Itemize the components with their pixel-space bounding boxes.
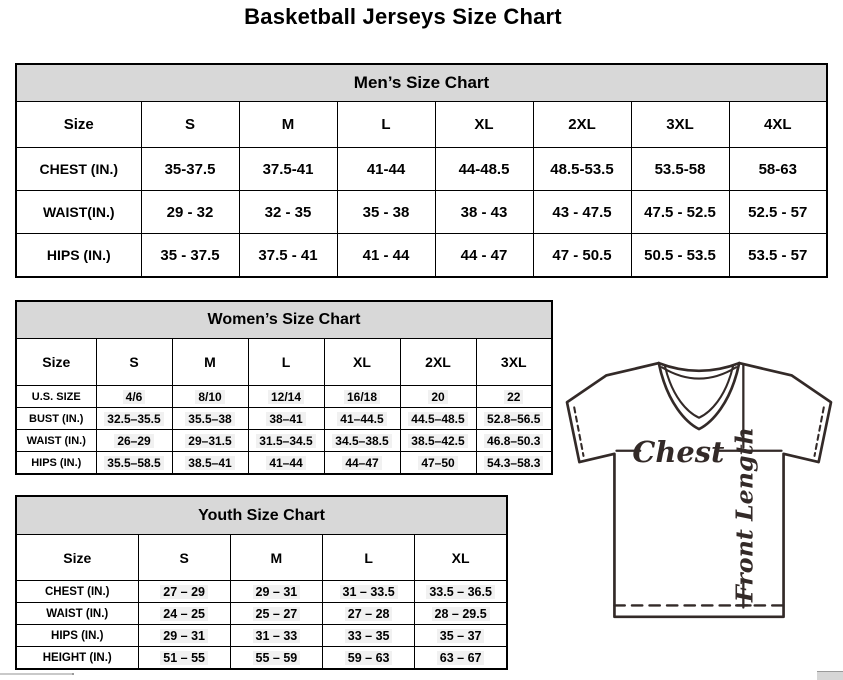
size-cell: 24 – 25 [138,603,230,625]
size-cell: 46.8–50.3 [476,430,552,452]
table-title: Youth Size Chart [16,496,507,535]
size-cell: 38.5–41 [172,452,248,475]
size-cell: 44.5–48.5 [400,408,476,430]
row-label: HEIGHT (IN.) [16,647,138,670]
size-cell: 63 – 67 [415,647,507,670]
column-header: 4XL [729,102,827,148]
column-header: 2XL [400,339,476,386]
size-cell: 4/6 [96,386,172,408]
jersey-measurement-diagram [556,360,842,624]
size-cell: 47–50 [400,452,476,475]
size-cell: 41–44.5 [324,408,400,430]
size-cell: 29–31.5 [172,430,248,452]
table-row [16,408,552,430]
size-cell: 31 – 33 [230,625,322,647]
size-cell: 44-48.5 [435,148,533,191]
size-cell: 43 - 47.5 [533,191,631,234]
column-header: XL [415,535,507,581]
column-header: L [248,339,324,386]
table-row [16,386,552,408]
table-header-row [16,535,507,581]
table-title-row [16,496,507,535]
size-cell: 59 – 63 [323,647,415,670]
column-header: S [138,535,230,581]
size-cell: 47 - 50.5 [533,234,631,278]
size-cell: 38 - 43 [435,191,533,234]
row-label: HIPS (IN.) [16,625,138,647]
size-cell: 32.5–35.5 [96,408,172,430]
size-cell: 52.8–56.5 [476,408,552,430]
column-header: S [96,339,172,386]
column-header: 3XL [631,102,729,148]
column-header: M [239,102,337,148]
size-cell: 22 [476,386,552,408]
table-row [16,625,507,647]
size-cell: 50.5 - 53.5 [631,234,729,278]
column-header: M [230,535,322,581]
column-header: Size [16,535,138,581]
table-row [16,581,507,603]
table-row [16,452,552,475]
size-cell: 53.5-58 [631,148,729,191]
size-cell: 41-44 [337,148,435,191]
chest-label: Chest [632,435,725,470]
row-label: WAIST (IN.) [16,430,96,452]
size-cell: 33.5 – 36.5 [415,581,507,603]
table-row [16,603,507,625]
column-header: XL [324,339,400,386]
size-cell: 54.3–58.3 [476,452,552,475]
page-title: Basketball Jerseys Size Chart [244,4,562,29]
size-cell: 44–47 [324,452,400,475]
table-row [16,430,552,452]
size-cell: 8/10 [172,386,248,408]
row-label: HIPS (IN.) [16,452,96,475]
table-title-row [16,301,552,339]
size-cell: 33 – 35 [323,625,415,647]
size-cell: 38.5–42.5 [400,430,476,452]
size-cell: 41 - 44 [337,234,435,278]
size-cell: 53.5 - 57 [729,234,827,278]
column-header: 2XL [533,102,631,148]
size-cell: 37.5-41 [239,148,337,191]
column-header: L [323,535,415,581]
size-cell: 35 – 37 [415,625,507,647]
size-cell: 35.5–58.5 [96,452,172,475]
size-cell: 12/14 [248,386,324,408]
size-cell: 27 – 29 [138,581,230,603]
size-cell: 37.5 - 41 [239,234,337,278]
size-cell: 16/18 [324,386,400,408]
size-cell: 58-63 [729,148,827,191]
size-cell: 38–41 [248,408,324,430]
size-cell: 35.5–38 [172,408,248,430]
size-cell: 34.5–38.5 [324,430,400,452]
scrollbar-fragment-left[interactable] [0,673,74,675]
size-cell: 51 – 55 [138,647,230,670]
table-row [16,647,507,670]
size-cell: 41–44 [248,452,324,475]
table-header-row [16,102,827,148]
table-header-row [16,339,552,386]
row-label: WAIST (IN.) [16,603,138,625]
column-header: XL [435,102,533,148]
size-cell: 44 - 47 [435,234,533,278]
size-cell: 29 – 31 [230,581,322,603]
size-cell: 35 - 38 [337,191,435,234]
size-cell: 35-37.5 [141,148,239,191]
column-header: M [172,339,248,386]
size-cell: 52.5 - 57 [729,191,827,234]
size-cell: 29 – 31 [138,625,230,647]
size-cell: 26–29 [96,430,172,452]
row-label: BUST (IN.) [16,408,96,430]
column-header: L [337,102,435,148]
size-cell: 31.5–34.5 [248,430,324,452]
row-label: CHEST (IN.) [16,148,141,191]
row-label: CHEST (IN.) [16,581,138,603]
table-title: Women’s Size Chart [16,301,552,339]
size-cell: 35 - 37.5 [141,234,239,278]
column-header: 3XL [476,339,552,386]
jersey-body-outline [567,363,831,617]
size-cell: 48.5-53.5 [533,148,631,191]
row-label: WAIST(IN.) [16,191,141,234]
table-title: Men’s Size Chart [16,64,827,102]
table-row [16,191,827,234]
size-cell: 20 [400,386,476,408]
youth-size-table [15,495,508,670]
size-cell: 55 – 59 [230,647,322,670]
column-header: S [141,102,239,148]
jersey-outline-icon [556,360,842,624]
column-header: Size [16,339,96,386]
size-cell: 32 - 35 [239,191,337,234]
size-cell: 28 – 29.5 [415,603,507,625]
front-length-label: Front Length [730,427,759,603]
size-cell: 29 - 32 [141,191,239,234]
table-row [16,234,827,278]
womens-size-table [15,300,553,475]
column-header: Size [16,102,141,148]
size-cell: 27 – 28 [323,603,415,625]
table-title-row [16,64,827,102]
size-cell: 47.5 - 52.5 [631,191,729,234]
size-cell: 25 – 27 [230,603,322,625]
size-cell: 31 – 33.5 [323,581,415,603]
table-row [16,148,827,191]
row-label: HIPS (IN.) [16,234,141,278]
mens-size-table [15,63,828,278]
row-label: U.S. SIZE [16,386,96,408]
